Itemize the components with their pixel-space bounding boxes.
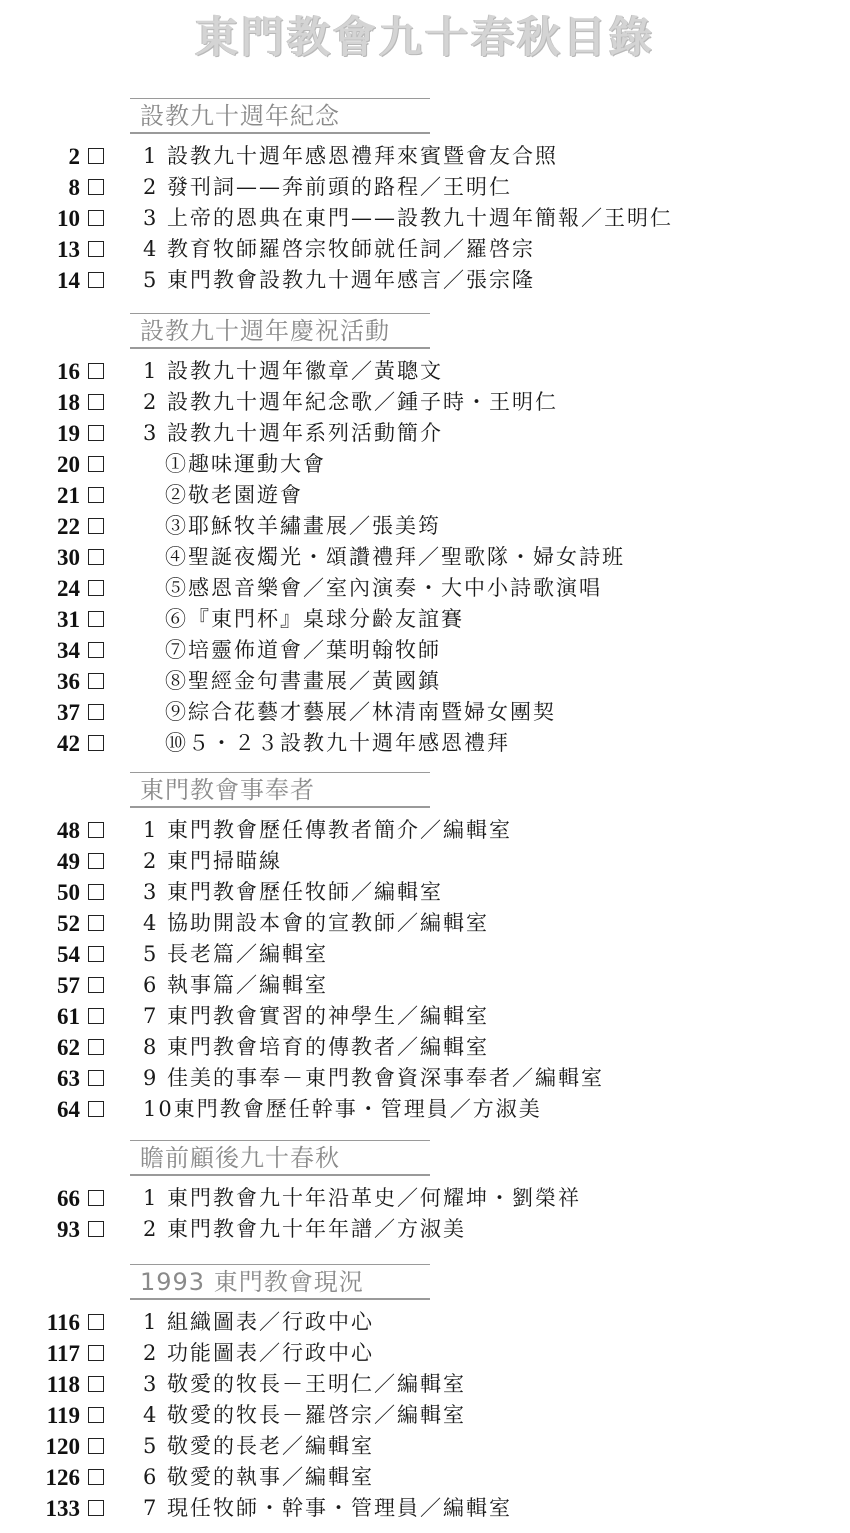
checkbox[interactable] (88, 425, 104, 441)
entry-title: 8 東門教會培育的傳教者／編輯室 (143, 1035, 490, 1059)
toc-section (0, 313, 850, 759)
checkbox[interactable] (88, 549, 104, 565)
toc-section (0, 1264, 850, 1524)
entry-title: 4 教育牧師羅啓宗牧師就任詞／羅啓宗 (143, 237, 536, 261)
toc-section (0, 772, 850, 1125)
toc-entry (0, 1183, 850, 1214)
entry-page-number: 118 (46, 1372, 80, 1397)
toc-entry (0, 815, 850, 846)
toc-entry (0, 542, 850, 573)
checkbox[interactable] (88, 1500, 104, 1516)
toc-entry (0, 573, 850, 604)
entry-title: ⑥『東門杯』桌球分齡友誼賽 (165, 607, 464, 631)
entry-page-number: 49 (57, 849, 80, 874)
toc-entry (0, 1214, 850, 1245)
entry-page-number: 63 (57, 1066, 80, 1091)
entry-title: ①趣味運動大會 (165, 452, 326, 476)
section-header: 東門教會事奉者 (130, 772, 430, 808)
entry-page-number: 48 (57, 818, 80, 843)
entry-page-number: 120 (45, 1434, 80, 1459)
checkbox[interactable] (88, 1101, 104, 1117)
entry-title: ⑩５・２３設教九十週年感恩禮拜 (165, 731, 510, 755)
toc-entry (0, 265, 850, 296)
toc-entry (0, 418, 850, 449)
checkbox[interactable] (88, 179, 104, 195)
entry-title: ③耶穌牧羊繡畫展／張美筠 (165, 514, 441, 538)
entry-page-number: 37 (57, 700, 80, 725)
entry-list (0, 141, 850, 296)
toc-entry (0, 1307, 850, 1338)
entry-title: 3 上帝的恩典在東門——設教九十週年簡報／王明仁 (143, 206, 674, 230)
entry-page-number: 8 (68, 175, 80, 200)
entry-page-number: 52 (57, 911, 80, 936)
entry-page-number: 22 (57, 514, 80, 539)
checkbox[interactable] (88, 611, 104, 627)
checkbox[interactable] (88, 642, 104, 658)
toc-entry (0, 203, 850, 234)
entry-list (0, 815, 850, 1125)
entry-title: 2 東門掃瞄線 (143, 849, 283, 873)
entry-page-number: 2 (68, 144, 80, 169)
checkbox[interactable] (88, 1314, 104, 1330)
entry-title: 4 協助開設本會的宣教師／編輯室 (143, 911, 490, 935)
checkbox[interactable] (88, 1345, 104, 1361)
toc-entry (0, 908, 850, 939)
section-header: 1993 東門教會現況 (130, 1264, 430, 1300)
entry-title: 3 敬愛的牧長－王明仁／編輯室 (143, 1372, 467, 1396)
checkbox[interactable] (88, 272, 104, 288)
checkbox[interactable] (88, 915, 104, 931)
toc-entry (0, 356, 850, 387)
toc-section (0, 1140, 850, 1245)
entry-page-number: 10 (57, 206, 80, 231)
toc-entry (0, 1338, 850, 1369)
entry-title: 1 東門教會歷任傳教者簡介／編輯室 (143, 818, 513, 842)
section-header: 瞻前顧後九十春秋 (130, 1140, 430, 1176)
checkbox[interactable] (88, 487, 104, 503)
entry-page-number: 62 (57, 1035, 80, 1060)
entry-page-number: 18 (57, 390, 80, 415)
entry-page-number: 30 (57, 545, 80, 570)
entry-page-number: 20 (57, 452, 80, 477)
toc-entry (0, 1032, 850, 1063)
toc-entry (0, 1063, 850, 1094)
toc-entry (0, 1369, 850, 1400)
entry-page-number: 66 (57, 1186, 80, 1211)
entry-page-number: 19 (57, 421, 80, 446)
toc-entry (0, 666, 850, 697)
checkbox[interactable] (88, 518, 104, 534)
checkbox[interactable] (88, 456, 104, 472)
entry-page-number: 21 (57, 483, 80, 508)
entry-title: ⑧聖經金句書畫展／黃國鎮 (165, 669, 441, 693)
toc-entry (0, 387, 850, 418)
entry-page-number: 34 (57, 638, 80, 663)
checkbox[interactable] (88, 210, 104, 226)
entry-page-number: 24 (57, 576, 80, 601)
entry-page-number: 61 (57, 1004, 80, 1029)
checkbox[interactable] (88, 241, 104, 257)
entry-title: 10東門教會歷任幹事・管理員／方淑美 (143, 1097, 542, 1121)
entry-title: 6 執事篇／編輯室 (143, 973, 329, 997)
toc-entry (0, 635, 850, 666)
entry-list (0, 356, 850, 759)
entry-title: ⑤感恩音樂會／室內演奏・大中小詩歌演唱 (165, 576, 602, 600)
checkbox[interactable] (88, 1221, 104, 1237)
entry-page-number: 16 (57, 359, 80, 384)
checkbox[interactable] (88, 1407, 104, 1423)
checkbox[interactable] (88, 580, 104, 596)
toc-entry (0, 234, 850, 265)
entry-title: 1 設教九十週年感恩禮拜來賓暨會友合照 (143, 144, 559, 168)
entry-title: 2 發刊詞——奔前頭的路程／王明仁 (143, 175, 513, 199)
toc-entry (0, 846, 850, 877)
checkbox[interactable] (88, 148, 104, 164)
entry-title: ⑨綜合花藝才藝展／林清南暨婦女團契 (165, 700, 556, 724)
toc-entry (0, 1431, 850, 1462)
entry-title: 5 東門教會設教九十週年感言／張宗隆 (143, 268, 536, 292)
entry-title: 2 功能圖表／行政中心 (143, 1341, 375, 1365)
entry-page-number: 42 (57, 731, 80, 756)
checkbox[interactable] (88, 946, 104, 962)
toc-entry (0, 1462, 850, 1493)
checkbox[interactable] (88, 1039, 104, 1055)
entry-title: 1 組織圖表／行政中心 (143, 1310, 375, 1334)
checkbox[interactable] (88, 884, 104, 900)
toc-section (0, 98, 850, 296)
checkbox[interactable] (88, 704, 104, 720)
entry-page-number: 64 (57, 1097, 80, 1122)
entry-list (0, 1183, 850, 1245)
toc-entry (0, 877, 850, 908)
checkbox[interactable] (88, 735, 104, 751)
checkbox[interactable] (88, 853, 104, 869)
toc-entry (0, 697, 850, 728)
checkbox[interactable] (88, 1469, 104, 1485)
entry-page-number: 116 (46, 1310, 80, 1335)
checkbox[interactable] (88, 822, 104, 838)
toc-entry (0, 1493, 850, 1524)
entry-page-number: 31 (57, 607, 80, 632)
section-header: 設教九十週年紀念 (130, 98, 430, 134)
entry-title: 2 東門教會九十年年譜／方淑美 (143, 1217, 467, 1241)
entry-page-number: 133 (45, 1496, 80, 1521)
entry-page-number: 50 (57, 880, 80, 905)
toc-entry (0, 728, 850, 759)
checkbox[interactable] (88, 1190, 104, 1206)
entry-page-number: 54 (57, 942, 80, 967)
entry-page-number: 13 (57, 237, 80, 262)
entry-page-number: 57 (57, 973, 80, 998)
toc-entry (0, 1001, 850, 1032)
entry-title: 2 設教九十週年紀念歌／鍾子時・王明仁 (143, 390, 559, 414)
entry-title: 5 長老篇／編輯室 (143, 942, 329, 966)
entry-list (0, 1307, 850, 1524)
entry-page-number: 117 (46, 1341, 80, 1366)
checkbox[interactable] (88, 673, 104, 689)
entry-title: 7 現任牧師・幹事・管理員／編輯室 (143, 1496, 513, 1520)
toc-entry (0, 449, 850, 480)
checkbox[interactable] (88, 1438, 104, 1454)
toc-entry (0, 141, 850, 172)
entry-page-number: 119 (46, 1403, 80, 1428)
toc-entry (0, 511, 850, 542)
entry-title: ④聖誕夜燭光・頌讚禮拜／聖歌隊・婦女詩班 (165, 545, 625, 569)
checkbox[interactable] (88, 363, 104, 379)
entry-page-number: 36 (57, 669, 80, 694)
entry-title: 6 敬愛的執事／編輯室 (143, 1465, 375, 1489)
checkbox[interactable] (88, 394, 104, 410)
entry-title: 5 敬愛的長老／編輯室 (143, 1434, 375, 1458)
toc-entry (0, 1094, 850, 1125)
entry-title: 1 設教九十週年徽章／黃聰文 (143, 359, 444, 383)
entry-title: 9 佳美的事奉－東門教會資深事奉者／編輯室 (143, 1066, 605, 1090)
toc-entry (0, 480, 850, 511)
entry-title: ②敬老園遊會 (165, 483, 303, 507)
toc-entry (0, 172, 850, 203)
checkbox[interactable] (88, 1070, 104, 1086)
entry-title: 1 東門教會九十年沿革史／何耀坤・劉榮祥 (143, 1186, 582, 1210)
entry-title: 7 東門教會實習的神學生／編輯室 (143, 1004, 490, 1028)
toc-entry (0, 604, 850, 635)
toc-entry (0, 1400, 850, 1431)
toc-entry (0, 939, 850, 970)
entry-page-number: 14 (57, 268, 80, 293)
section-header: 設教九十週年慶祝活動 (130, 313, 430, 349)
checkbox[interactable] (88, 1008, 104, 1024)
checkbox[interactable] (88, 977, 104, 993)
toc-entry (0, 970, 850, 1001)
entry-page-number: 126 (45, 1465, 80, 1490)
entry-title: 3 東門教會歷任牧師／編輯室 (143, 880, 444, 904)
page-title: 東門教會九十春秋目錄 (195, 13, 655, 63)
entry-title: ⑦培靈佈道會／葉明翰牧師 (165, 638, 441, 662)
entry-title: 3 設教九十週年系列活動簡介 (143, 421, 444, 445)
entry-page-number: 93 (57, 1217, 80, 1242)
entry-title: 4 敬愛的牧長－羅啓宗／編輯室 (143, 1403, 467, 1427)
checkbox[interactable] (88, 1376, 104, 1392)
